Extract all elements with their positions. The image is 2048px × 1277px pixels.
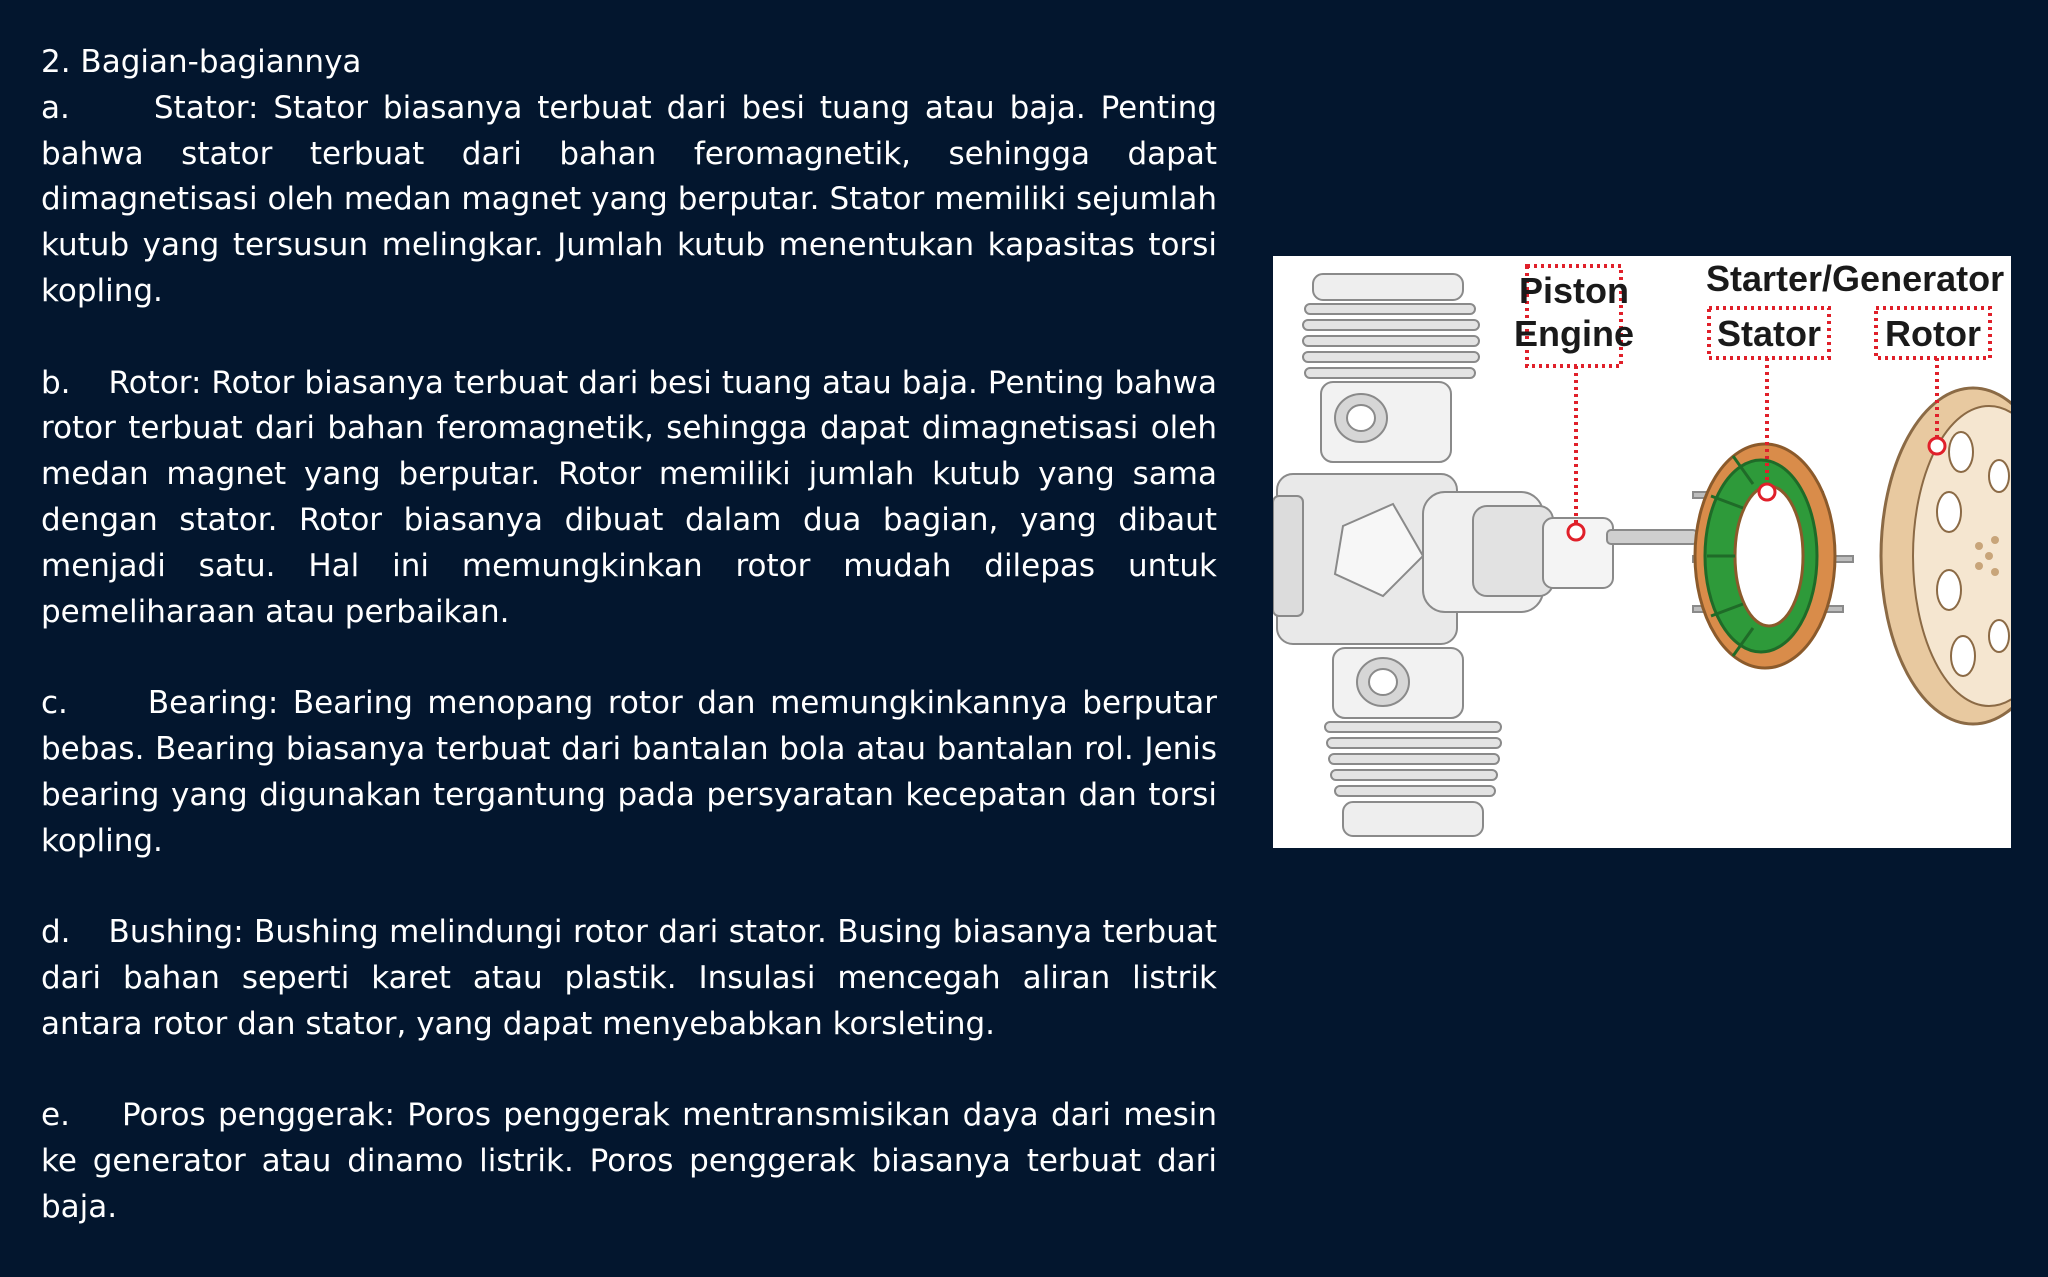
item-text: Bushing: Bushing melindungi rotor dari stator. Busing biasanya terbuat dari bahan seperti karet atau plastik. Insulasi mencegah aliran listrik antara rotor dan stator, yang dapat menyebabkan korsleting. bbox=[41, 914, 1217, 1042]
item-letter: e. bbox=[41, 1097, 70, 1134]
item-letter: a. bbox=[41, 89, 70, 126]
item-bushing bbox=[41, 910, 1217, 1047]
label-starter-generator: Starter/Generator bbox=[1706, 258, 2005, 299]
engine-cylinder-lower bbox=[1325, 648, 1501, 836]
section-heading: 2. Bagian-bagiannya bbox=[41, 44, 362, 80]
label-rotor: Rotor bbox=[1885, 313, 1981, 354]
engine-cylinder-upper bbox=[1303, 274, 1479, 462]
item-stator bbox=[41, 86, 1217, 315]
item-text: Poros penggerak: Poros penggerak mentransmisikan daya dari mesin ke generator atau dinamo listrik. Poros penggerak biasanya terbuat dari baja. bbox=[41, 1097, 1217, 1225]
label-engine: Engine bbox=[1513, 313, 1635, 354]
piston-engine-pointer-dot bbox=[1568, 524, 1584, 540]
item-letter: c. bbox=[41, 685, 68, 722]
engine-diagram-image bbox=[1273, 256, 2011, 848]
engine-diagram-svg bbox=[1273, 256, 2011, 848]
item-text: Bearing: Bearing menopang rotor dan memungkinkannya berputar bebas. Bearing biasanya terbuat dari bantalan bola atau bantalan rol. Jenis bearing yang digunakan tergantung pada persyaratan kecepatan dan torsi kopling. bbox=[41, 685, 1217, 859]
stator-pointer-dot bbox=[1759, 484, 1775, 500]
item-bearing bbox=[41, 681, 1217, 864]
item-text: Rotor: Rotor biasanya terbuat dari besi tuang atau baja. Penting bahwa rotor terbuat dari bahan feromagnetik, sehingga dapat dimagnetisasi oleh medan magnet yang berputar. Rotor memiliki jumlah kutub yang sama dengan stator. Rotor biasanya dibuat dalam dua bagian, yang dibaut menjadi satu. Hal ini memungkinkan rotor mudah dilepas untuk pemeliharaan atau perbaikan. bbox=[41, 364, 1217, 630]
engine-crankcase bbox=[1273, 474, 1553, 644]
item-drive-shaft bbox=[41, 1093, 1217, 1230]
rotor-flywheel bbox=[1881, 388, 2011, 724]
item-rotor bbox=[41, 361, 1217, 636]
item-letter: d. bbox=[41, 914, 71, 951]
label-stator: Stator bbox=[1716, 313, 1822, 354]
label-piston: Piston bbox=[1518, 270, 1630, 311]
document-body bbox=[41, 40, 1217, 1277]
item-text: Stator: Stator biasanya terbuat dari besi tuang atau baja. Penting bahwa stator terbuat dari bahan feromagnetik, sehingga dapat dimagnetisasi oleh medan magnet yang berputar. Stator memiliki sejumlah kutub yang tersusun melingkar. Jumlah kutub menentukan kapasitas torsi kopling. bbox=[41, 89, 1217, 309]
rotor-pointer-dot bbox=[1929, 438, 1945, 454]
item-letter: b. bbox=[41, 364, 71, 401]
